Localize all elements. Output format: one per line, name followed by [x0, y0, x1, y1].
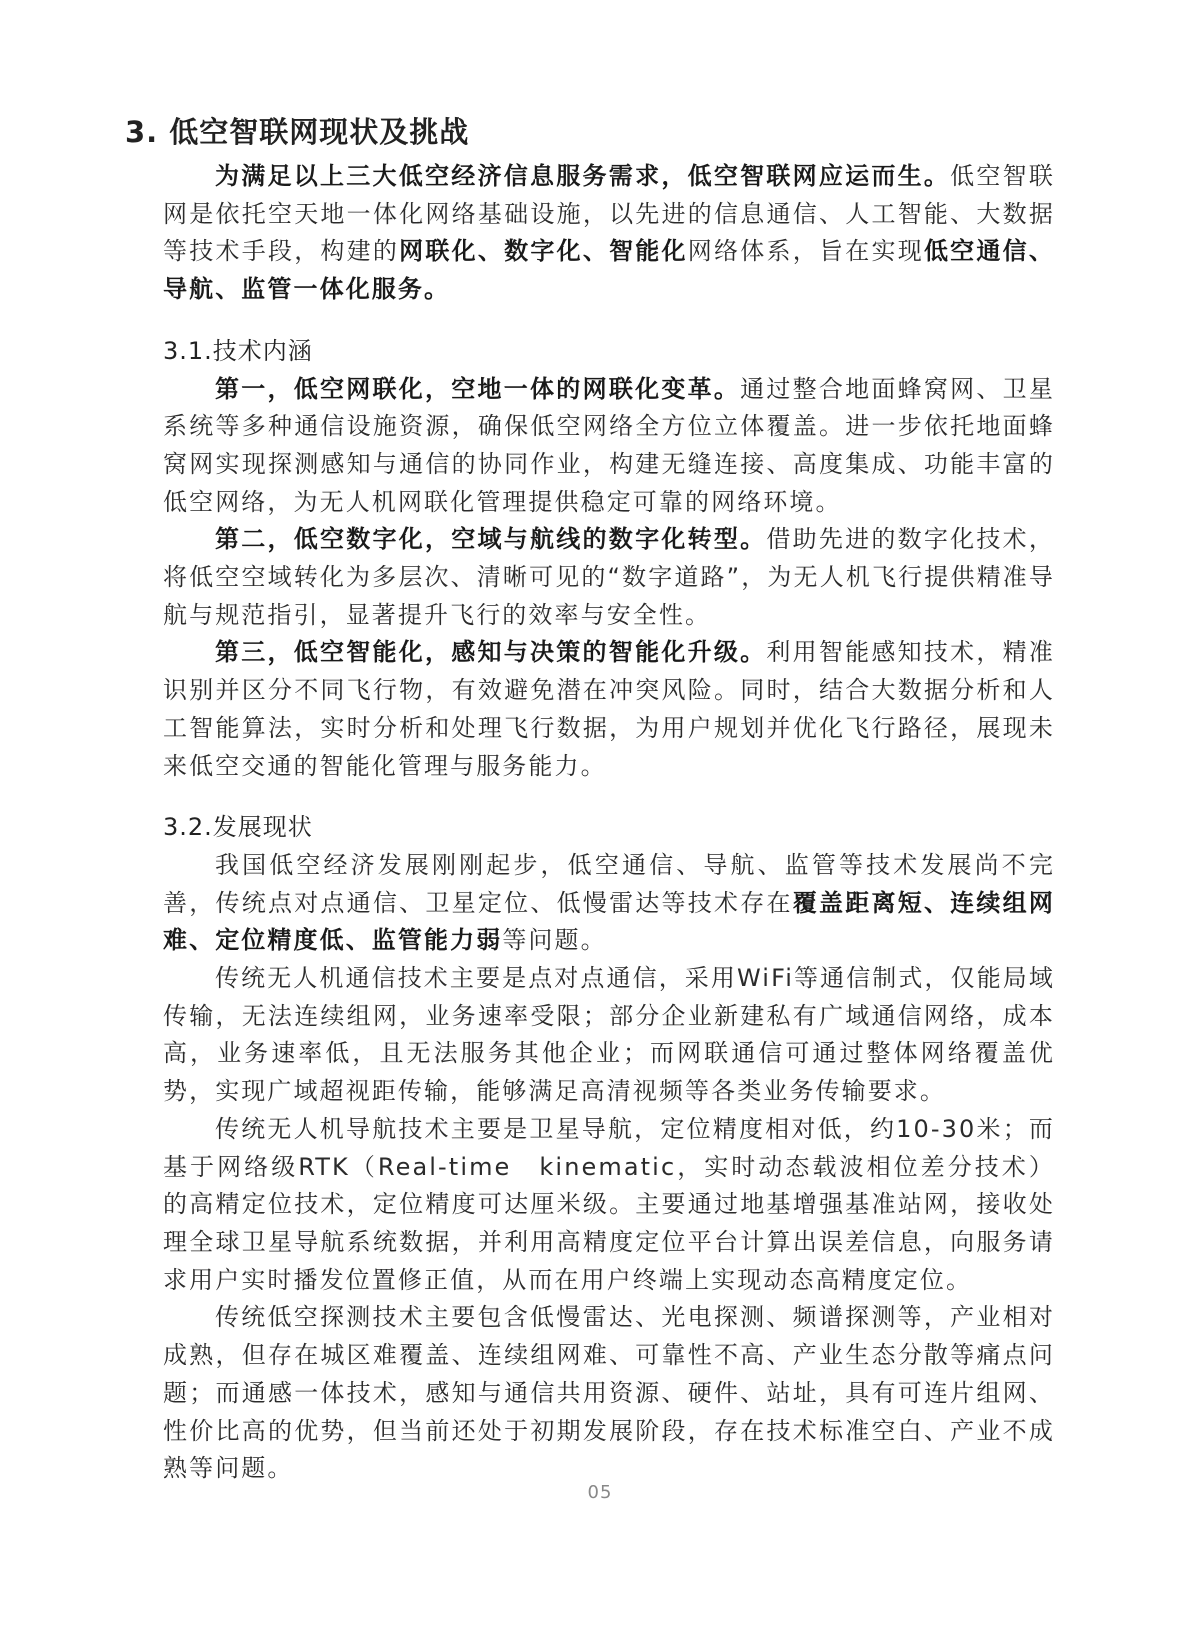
body-text: 通过整合地面蜂窝网、卫星系统等多种通信设施资源，确保低空网络全方位立体覆盖。进一步依托地面蜂窝网实现探测感知与通信的协同作业，构建无缝连接、高度集成、功能丰富的低空网络，为无人机网联化管理提供稳定可靠的网络环境。 [163, 374, 1055, 516]
body-text: 利用智能感知技术，精准识别并区分不同飞行物，有效避免潜在冲突风险。同时，结合大数据分析和人工智能算法，实时分析和处理飞行数据，为用户规划并优化飞行路径，展现未来低空交通的智能化管理与服务能力。 [163, 638, 1055, 780]
paragraph-intelligence [163, 634, 1055, 785]
subsection-heading-3-2: 3.2.发展现状 [163, 813, 313, 842]
body-text: 低空智联网是依托空天地一体化网络基础设施，以先进的信息通信、人工智能、大数据等技术手段，构建的 [163, 162, 1055, 266]
paragraph-status [163, 847, 1055, 960]
emphasized-text: 覆盖距离短、连续组网难、定位精度低、监管能力弱 [163, 888, 1056, 955]
body-text: 传统无人机通信技术主要是点对点通信，采用WiFi等通信制式，仅能局域传输，无法连续组网，业务速率受限；部分企业新建私有广域通信网络，成本高，业务速率低，且无法服务其他企业；而网联通信可通过整体网络覆盖优势，实现广域超视距传输，能够满足高清视频等各类业务传输要求。 [163, 964, 1055, 1106]
body-text: 传统低空探测技术主要包含低慢雷达、光电探测、频谱探测等，产业相对成熟，但存在城区难覆盖、连续组网难、可靠性不高、产业生态分散等痛点问题；而通感一体技术，感知与通信共用资源、硬件、站址，具有可连片组网、性价比高的优势，但当前还处于初期发展阶段，存在技术标准空白、产业不成熟等问题。 [163, 1303, 1055, 1483]
intro-paragraph [163, 158, 1055, 309]
paragraph-communication [163, 960, 1055, 1111]
body-text: 我国低空经济发展刚刚起步，低空通信、导航、监管等技术发展尚不完善，传统点对点通信、卫星定位、低慢雷达等技术存在 [163, 850, 1055, 917]
emphasized-text: 网联化、数字化、智能化 [399, 237, 688, 266]
body-text: 等问题。 [502, 926, 607, 955]
subsection-heading-3-1: 3.1.技术内涵 [163, 336, 313, 365]
document-body [163, 158, 1055, 1488]
emphasized-text: 第三，低空智能化，感知与决策的智能化升级。 [215, 638, 767, 667]
body-text: 借助先进的数字化技术，将低空空域转化为多层次、清晰可见的“数字道路”，为无人机飞行提供精准导航与规范指引，显著提升飞行的效率与安全性。 [163, 525, 1055, 629]
emphasized-text: 第一，低空网联化，空地一体的网联化变革。 [215, 374, 741, 403]
section-title: 3. 低空智联网现状及挑战 [125, 115, 470, 149]
body-text: 传统无人机导航技术主要是卫星导航，定位精度相对低，约10-30米；而基于网络级RTK（Real-time kinematic，实时动态载波相位差分技术）的高精定位技术，定位精度可达厘米级。主要通过地基增强基准站网，接收处理全球卫星导航系统数据，并利用高精度定位平台计算出误差信息，向服务请求用户实时播发位置修正值，从而在用户终端上实现动态高精度定位。 [163, 1114, 1055, 1294]
emphasized-text: 低空通信、导航、监管一体化服务。 [163, 237, 1055, 304]
page-number: 05 [587, 1482, 613, 1503]
paragraph-detection [163, 1299, 1055, 1488]
emphasized-text: 为满足以上三大低空经济信息服务需求，低空智联网应运而生。 [215, 162, 951, 190]
paragraph-navigation [163, 1111, 1055, 1300]
paragraph-digitalization [163, 521, 1055, 634]
body-text: 网络体系，旨在实现 [687, 237, 924, 266]
paragraph-networking [163, 371, 1055, 522]
emphasized-text: 第二，低空数字化，空域与航线的数字化转型。 [215, 525, 767, 554]
